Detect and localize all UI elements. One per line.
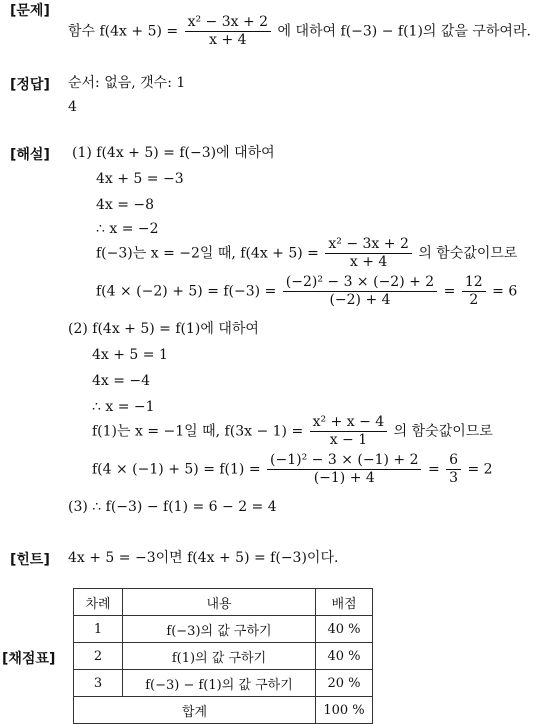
rubric-header-row (74, 589, 373, 616)
rubric-cell-content: f(1)의 값 구하기 (123, 643, 316, 670)
problem-lhs: 함수 f(4x + 5) = (68, 23, 179, 40)
solution-part1-head: (1) f(4x + 5) = f(−3)에 대하여 (72, 145, 275, 161)
table-row (74, 670, 373, 697)
rubric-header-content: 내용 (123, 589, 316, 616)
fraction-numerator: x² + x − 4 (310, 414, 388, 432)
solution-part1-step5-fraction2 (462, 274, 486, 309)
fraction-numerator: 6 (446, 452, 461, 470)
solution-part1-step5-post: = 6 (492, 283, 518, 300)
solution-part1-step2: 4x = −8 (96, 197, 155, 213)
solution-part2-head: (2) f(4x + 5) = f(1)에 대하여 (68, 321, 259, 337)
rubric-cell-order: 2 (74, 643, 123, 670)
fraction-numerator: (−2)² − 3 × (−2) + 2 (283, 274, 437, 292)
rubric-header-score: 배점 (316, 589, 373, 616)
rubric-table (73, 588, 373, 724)
fraction-numerator: (−1)² − 3 × (−1) + 2 (267, 452, 421, 470)
problem-label: [문제] (10, 3, 50, 19)
fraction-denominator: (−1) + 4 (313, 470, 375, 486)
solution-part1-step4-fraction (325, 236, 411, 271)
solution-part1-step4-post: 의 함숫값이므로 (418, 245, 518, 262)
rubric-cell-order: 3 (74, 670, 123, 697)
rubric-total-label: 합계 (74, 697, 316, 724)
solution-part1-step3: ∴ x = −2 (96, 221, 159, 237)
solution-part2-step5-fraction (267, 452, 421, 487)
rubric-total-row (74, 697, 373, 724)
fraction-denominator: x + 4 (349, 254, 388, 270)
equals-sign: = (443, 283, 456, 300)
solution-part2-step5-fraction2 (446, 452, 461, 487)
fraction-denominator: x − 1 (329, 432, 368, 448)
solution-part3: (3) ∴ f(−3) − f(1) = 6 − 2 = 4 (68, 499, 277, 515)
rubric-label: [채점표] (2, 651, 56, 667)
solution-part1-step1: 4x + 5 = −3 (96, 171, 184, 187)
hint-text: 4x + 5 = −3이면 f(4x + 5) = f(−3)이다. (68, 550, 339, 566)
answer-value: 4 (68, 99, 77, 115)
rubric-cell-content: f(−3) − f(1)의 값 구하기 (123, 670, 316, 697)
fraction-numerator: x² − 3x + 2 (325, 236, 411, 254)
fraction-denominator: (−2) + 4 (329, 292, 391, 308)
solution-part1-step5-pre: f(4 × (−2) + 5) = f(−3) = (96, 283, 277, 300)
rubric-cell-score: 40 % (316, 616, 373, 643)
solution-part2-step5-pre: f(4 × (−1) + 5) = f(1) = (92, 461, 261, 478)
solution-part1-step5 (96, 274, 517, 309)
problem-rhs: 에 대하여 f(−3) − f(1)의 값을 구하여라. (277, 23, 531, 40)
fraction-denominator: 2 (469, 292, 479, 308)
answer-label: [정답] (10, 77, 50, 93)
solution-part1-step4-pre: f(−3)는 x = −2일 때, f(4x + 5) = (96, 245, 319, 262)
problem-statement (68, 14, 531, 49)
rubric-total-value: 100 % (316, 697, 373, 724)
solution-part2-step4 (92, 414, 493, 449)
solution-part2-step4-fraction (310, 414, 388, 449)
rubric-header-order: 차례 (74, 589, 123, 616)
problem-fraction-denominator: x + 4 (209, 32, 247, 48)
answer-meta: 순서: 없음, 갯수: 1 (68, 75, 186, 91)
rubric-cell-score: 40 % (316, 643, 373, 670)
equals-sign: = (427, 461, 440, 478)
solution-part2-step4-pre: f(1)는 x = −1일 때, f(3x − 1) = (92, 423, 304, 440)
solution-label: [해설] (10, 147, 50, 163)
solution-part2-step5-post: = 2 (467, 461, 493, 478)
solution-part2-step4-post: 의 함숫값이므로 (393, 423, 493, 440)
problem-fraction-numerator: x² − 3x + 2 (185, 14, 271, 32)
table-row (74, 616, 373, 643)
table-row (74, 643, 373, 670)
solution-part1-step5-fraction (283, 274, 437, 309)
rubric-cell-score: 20 % (316, 670, 373, 697)
fraction-numerator: 12 (462, 274, 486, 292)
solution-part2-step1: 4x + 5 = 1 (92, 347, 168, 363)
hint-label: [힌트] (10, 552, 50, 568)
solution-part2-step2: 4x = −4 (92, 373, 151, 389)
problem-fraction (185, 14, 271, 49)
rubric-cell-content: f(−3)의 값 구하기 (123, 616, 316, 643)
solution-part2-step3: ∴ x = −1 (92, 399, 155, 415)
solution-part1-step4 (96, 236, 517, 271)
rubric-cell-order: 1 (74, 616, 123, 643)
solution-part2-step5 (92, 452, 493, 487)
fraction-denominator: 3 (449, 470, 459, 486)
